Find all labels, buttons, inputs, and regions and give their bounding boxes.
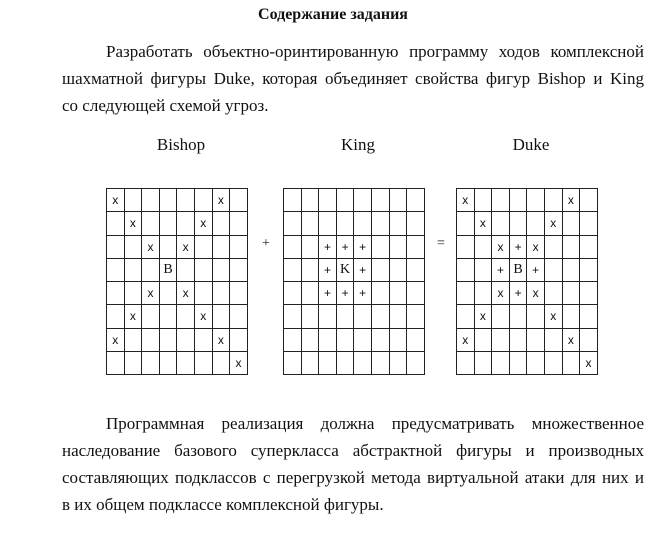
bishop-board-cell bbox=[195, 329, 213, 352]
bishop-board-cell bbox=[107, 305, 125, 328]
bishop-board-cell: x bbox=[107, 329, 125, 352]
king-board-cell bbox=[354, 305, 372, 328]
king-board-cell bbox=[372, 189, 390, 212]
bishop-board-cell: x bbox=[213, 189, 231, 212]
king-board-cell bbox=[319, 305, 337, 328]
king-board-cell bbox=[284, 305, 302, 328]
king-board-cell bbox=[302, 212, 320, 235]
king-board-cell bbox=[390, 189, 408, 212]
king-board-cell bbox=[354, 352, 372, 375]
bishop-board-label: Bishop bbox=[156, 135, 206, 154]
bishop-board-cell bbox=[107, 282, 125, 305]
duke-board-cell: x bbox=[563, 189, 581, 212]
king-board-cell bbox=[390, 352, 408, 375]
king-board-cell: + bbox=[354, 259, 372, 282]
king-board-cell bbox=[354, 329, 372, 352]
duke-board-cell: + bbox=[492, 259, 510, 282]
bishop-board-cell bbox=[142, 259, 160, 282]
duke-board-cell bbox=[580, 305, 598, 328]
impl-line-2: наследование базового суперкласса абстрактной фигуры и производных bbox=[62, 441, 644, 460]
duke-board-cell bbox=[545, 329, 563, 352]
bishop-board-cell bbox=[213, 352, 231, 375]
bishop-board-cell bbox=[177, 212, 195, 235]
bishop-board-cell bbox=[195, 236, 213, 259]
duke-board-cell bbox=[563, 305, 581, 328]
duke-board-cell bbox=[563, 352, 581, 375]
king-board-cell: + bbox=[337, 282, 355, 305]
king-board-cell bbox=[372, 212, 390, 235]
king-board-cell: K bbox=[337, 259, 355, 282]
duke-board-cell bbox=[475, 329, 493, 352]
king-board-cell bbox=[284, 236, 302, 259]
bishop-board-cell bbox=[160, 282, 178, 305]
duke-board-cell bbox=[527, 305, 545, 328]
bishop-board-cell bbox=[177, 329, 195, 352]
task-paragraph-intro bbox=[62, 38, 644, 119]
bishop-board-cell bbox=[160, 329, 178, 352]
impl-line-3: составляющих подклассов с перегрузкой метода виртуальной атаки для них и bbox=[62, 468, 644, 487]
duke-board-cell: + bbox=[510, 236, 528, 259]
duke-board-cell bbox=[457, 352, 475, 375]
king-board-cell bbox=[302, 282, 320, 305]
bishop-board-cell bbox=[230, 282, 248, 305]
duke-board-cell: x bbox=[545, 212, 563, 235]
intro-line-1: Разработать объектно-оринтированную программу ходов комплексной bbox=[106, 42, 644, 61]
bishop-board-cell bbox=[107, 236, 125, 259]
king-board-cell bbox=[390, 259, 408, 282]
king-board-cell: + bbox=[319, 236, 337, 259]
king-board-cell bbox=[284, 352, 302, 375]
bishop-board-cell: x bbox=[107, 189, 125, 212]
king-board-label: King bbox=[341, 135, 375, 154]
bishop-board-cell bbox=[230, 189, 248, 212]
duke-board-cell bbox=[545, 236, 563, 259]
duke-board-cell bbox=[527, 212, 545, 235]
king-board-cell bbox=[284, 189, 302, 212]
bishop-board-cell bbox=[107, 212, 125, 235]
king-board-cell bbox=[284, 212, 302, 235]
duke-board-cell: x bbox=[580, 352, 598, 375]
duke-board-cell bbox=[510, 352, 528, 375]
duke-threat-board bbox=[456, 188, 598, 375]
duke-board-cell: x bbox=[527, 282, 545, 305]
duke-board-cell bbox=[563, 212, 581, 235]
bishop-board-cell bbox=[230, 305, 248, 328]
king-board-cell bbox=[337, 352, 355, 375]
king-board-cell bbox=[407, 236, 425, 259]
duke-board-cell: x bbox=[457, 189, 475, 212]
duke-board-cell bbox=[510, 329, 528, 352]
king-board-cell bbox=[319, 212, 337, 235]
bishop-board-cell bbox=[142, 329, 160, 352]
bishop-board-cell bbox=[160, 352, 178, 375]
bishop-board-cell bbox=[107, 352, 125, 375]
bishop-board-cell bbox=[125, 352, 143, 375]
king-board-cell bbox=[302, 259, 320, 282]
duke-board-cell bbox=[527, 329, 545, 352]
bishop-board-cell bbox=[213, 282, 231, 305]
king-board-cell bbox=[407, 189, 425, 212]
bishop-board-cell bbox=[160, 212, 178, 235]
duke-board-cell bbox=[475, 282, 493, 305]
bishop-board-cell: x bbox=[177, 236, 195, 259]
bishop-board-cell bbox=[142, 305, 160, 328]
bishop-board-cell bbox=[160, 236, 178, 259]
duke-board-cell: x bbox=[492, 236, 510, 259]
duke-board-cell bbox=[510, 305, 528, 328]
duke-board-cell bbox=[527, 352, 545, 375]
king-board-cell bbox=[337, 305, 355, 328]
bishop-board-cell bbox=[125, 282, 143, 305]
bishop-threat-board bbox=[106, 188, 248, 375]
king-board-cell bbox=[372, 259, 390, 282]
duke-board-cell bbox=[527, 189, 545, 212]
duke-board-cell bbox=[580, 236, 598, 259]
king-board-cell: + bbox=[319, 282, 337, 305]
bishop-board-cell bbox=[177, 259, 195, 282]
king-board-cell bbox=[407, 329, 425, 352]
king-board-cell bbox=[337, 329, 355, 352]
bishop-board-cell: B bbox=[160, 259, 178, 282]
duke-board-cell bbox=[492, 212, 510, 235]
duke-board-cell: + bbox=[510, 282, 528, 305]
king-board-cell bbox=[284, 282, 302, 305]
bishop-board-cell: x bbox=[125, 305, 143, 328]
duke-board-cell: x bbox=[492, 282, 510, 305]
duke-board-cell bbox=[475, 352, 493, 375]
king-board-cell bbox=[407, 259, 425, 282]
king-board-cell bbox=[354, 212, 372, 235]
duke-board-cell bbox=[545, 259, 563, 282]
king-threat-board bbox=[283, 188, 425, 375]
king-board-cell: + bbox=[337, 236, 355, 259]
king-board-cell bbox=[284, 259, 302, 282]
duke-board-cell bbox=[563, 236, 581, 259]
king-board-cell bbox=[390, 282, 408, 305]
king-board-cell bbox=[302, 329, 320, 352]
duke-board-cell bbox=[492, 352, 510, 375]
king-board-cell bbox=[390, 236, 408, 259]
intro-line-3: со следующей схемой угроз. bbox=[62, 96, 269, 115]
bishop-board-cell bbox=[107, 259, 125, 282]
king-board-cell bbox=[407, 352, 425, 375]
bishop-board-cell: x bbox=[230, 352, 248, 375]
bishop-board-cell bbox=[195, 352, 213, 375]
duke-board-cell bbox=[457, 259, 475, 282]
bishop-board-cell bbox=[230, 212, 248, 235]
duke-board-cell bbox=[492, 329, 510, 352]
king-board-cell bbox=[319, 329, 337, 352]
duke-board-cell: x bbox=[545, 305, 563, 328]
duke-board-cell bbox=[457, 212, 475, 235]
bishop-board-cell bbox=[230, 329, 248, 352]
bishop-board-cell bbox=[213, 212, 231, 235]
bishop-board-cell bbox=[195, 282, 213, 305]
duke-board-cell bbox=[545, 189, 563, 212]
duke-board-cell bbox=[475, 259, 493, 282]
bishop-board-cell bbox=[142, 352, 160, 375]
duke-board-cell bbox=[457, 305, 475, 328]
bishop-board-cell: x bbox=[177, 282, 195, 305]
bishop-board-cell: x bbox=[195, 212, 213, 235]
duke-board-cell: x bbox=[475, 212, 493, 235]
duke-board-label: Duke bbox=[512, 135, 550, 154]
duke-board-cell bbox=[492, 305, 510, 328]
bishop-board-cell bbox=[177, 352, 195, 375]
duke-board-cell: x bbox=[457, 329, 475, 352]
king-board-cell bbox=[372, 236, 390, 259]
equals-operator: = bbox=[437, 236, 445, 251]
king-board-cell bbox=[407, 305, 425, 328]
bishop-board-cell bbox=[177, 305, 195, 328]
bishop-board-cell bbox=[213, 305, 231, 328]
bishop-board-cell: x bbox=[125, 212, 143, 235]
king-board-cell bbox=[372, 352, 390, 375]
king-board-cell: + bbox=[354, 236, 372, 259]
king-board-cell bbox=[407, 212, 425, 235]
king-board-cell bbox=[372, 329, 390, 352]
duke-board-cell bbox=[580, 259, 598, 282]
bishop-board-cell: x bbox=[195, 305, 213, 328]
page-title: Содержание задания bbox=[258, 6, 408, 23]
king-board-cell: + bbox=[354, 282, 372, 305]
intro-line-2: шахматной фигуры Duke, которая объединяет свойства фигур Bishop и King bbox=[62, 69, 644, 88]
bishop-board-cell: x bbox=[142, 236, 160, 259]
duke-board-cell bbox=[475, 189, 493, 212]
duke-board-cell bbox=[545, 352, 563, 375]
duke-board-cell bbox=[510, 189, 528, 212]
bishop-board-cell bbox=[125, 189, 143, 212]
king-board-cell bbox=[319, 189, 337, 212]
king-board-cell bbox=[354, 189, 372, 212]
king-board-cell bbox=[390, 329, 408, 352]
king-board-cell bbox=[302, 189, 320, 212]
king-board-cell bbox=[302, 305, 320, 328]
task-paragraph-implementation bbox=[62, 410, 644, 518]
bishop-board-cell bbox=[195, 259, 213, 282]
bishop-board-cell bbox=[177, 189, 195, 212]
duke-board-cell bbox=[545, 282, 563, 305]
duke-board-cell bbox=[580, 189, 598, 212]
impl-line-1: Программная реализация должна предусматривать множественное bbox=[106, 414, 644, 433]
king-board-cell bbox=[319, 352, 337, 375]
king-board-cell bbox=[302, 236, 320, 259]
bishop-board-cell bbox=[125, 259, 143, 282]
king-board-cell bbox=[284, 329, 302, 352]
bishop-board-cell: x bbox=[142, 282, 160, 305]
king-board-cell bbox=[302, 352, 320, 375]
bishop-board-cell bbox=[160, 189, 178, 212]
king-board-cell bbox=[337, 189, 355, 212]
duke-board-cell: x bbox=[527, 236, 545, 259]
king-board-cell bbox=[390, 305, 408, 328]
bishop-board-cell: x bbox=[213, 329, 231, 352]
bishop-board-cell bbox=[142, 189, 160, 212]
bishop-board-cell bbox=[125, 236, 143, 259]
king-board-cell bbox=[337, 212, 355, 235]
duke-board-cell: x bbox=[475, 305, 493, 328]
bishop-board-cell bbox=[230, 236, 248, 259]
duke-board-cell bbox=[475, 236, 493, 259]
king-board-cell bbox=[372, 305, 390, 328]
bishop-board-cell bbox=[142, 212, 160, 235]
bishop-board-cell bbox=[125, 329, 143, 352]
impl-line-4: в их общем подклассе комплексной фигуры. bbox=[62, 495, 384, 514]
duke-board-cell: x bbox=[563, 329, 581, 352]
duke-board-cell bbox=[580, 282, 598, 305]
duke-board-cell bbox=[563, 259, 581, 282]
king-board-cell bbox=[372, 282, 390, 305]
bishop-board-cell bbox=[213, 259, 231, 282]
bishop-board-cell bbox=[195, 189, 213, 212]
duke-board-cell bbox=[580, 329, 598, 352]
king-board-cell bbox=[407, 282, 425, 305]
duke-board-cell: + bbox=[527, 259, 545, 282]
bishop-board-cell bbox=[160, 305, 178, 328]
duke-board-cell bbox=[492, 189, 510, 212]
duke-board-cell: B bbox=[510, 259, 528, 282]
bishop-board-cell bbox=[213, 236, 231, 259]
king-board-cell: + bbox=[319, 259, 337, 282]
plus-operator: + bbox=[262, 236, 270, 251]
bishop-board-cell bbox=[230, 259, 248, 282]
king-board-cell bbox=[390, 212, 408, 235]
duke-board-cell bbox=[563, 282, 581, 305]
duke-board-cell bbox=[510, 212, 528, 235]
duke-board-cell bbox=[457, 282, 475, 305]
duke-board-cell bbox=[457, 236, 475, 259]
duke-board-cell bbox=[580, 212, 598, 235]
